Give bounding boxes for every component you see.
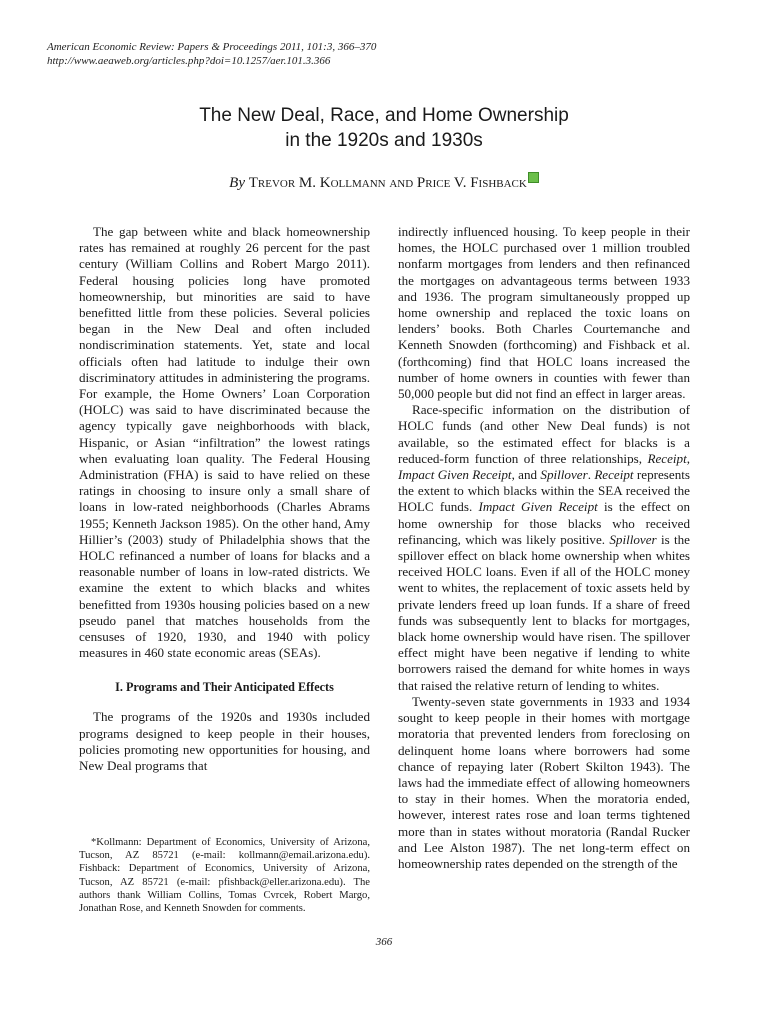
intro-paragraph: The gap between white and black homeownership rates has remained at roughly 26 percent for the past century (William Collins and Robert Margo 2011). Federal housing policies long have promoted homeownership, but minorities are said to have benefitted little from these policies. Several policies began in the New Deal and often included nondiscrimination statements. Yet, state and local officials often had latitude to indulge their own discriminatory attitudes in administering the programs. For example, the Home Owners’ Loan Corporation (HOLC) was said to have discriminated because the agency typically gave neighborhoods with black, Hispanic, or Asian “infiltration” the lowest ratings when evaluating loan quality. The Federal Housing Administration (FHA) is said to have relied on these ratings in choosing to insure only a small share of loans in low-rated neighborhoods (Charles Abrams 1955; Kenneth Jackson 1985). On the other hand, Amy Hillier’s (2003) study of Philadelphia shows that the HOLC refinanced a number of loans for blacks and a reasonable number of loans in low-rated districts. We examine the extent to which blacks and whites benefitted from 1930s housing policies based on a new pseudo panel that matches households from the censuses of 1920, 1930, and 1940 with policy measures in 460 state economic areas (SEAs). [79,224,370,661]
section-title: Programs and Their Anticipated Effects [125,680,334,695]
title-line-1: The New Deal, Race, and Home Ownership [199,105,569,126]
byline-authors: Trevor M. Kollmann and Price V. Fishback [248,175,527,191]
term-receipt: Receipt [647,450,687,466]
title-line-2: in the 1920s and 1930s [285,130,483,151]
section-paragraph: The programs of the 1920s and 1930s included programs designed to keep people in their houses, policies promoting new opportunities for housing, and New Deal programs that [79,709,370,774]
term-spillover: Spillover [540,467,588,483]
footnote-text: *Kollmann: Department of Economics, University of Arizona, Tucson, AZ 85721 (e-mail: kollmann@email.arizona.edu). Fishback: Department of Economics, University of Arizona, Tucson, AZ 85721 (e-mail: pfishback@eller.arizona.edu). The authors thank William Collins, Tomas Cvrcek, Robert Margo, Jonathan Rose, and Kenneth Snowden for comments. [79,837,370,915]
byline [0,172,768,193]
term-receipt-2: Receipt [594,467,634,483]
term-impact-given-receipt: Impact Given Receipt [398,467,512,483]
article-title [0,103,768,153]
p2-text-g: is the spillover effect on black home ownership when whites received HOLC loans. Even if all of the HOLC money went to whites, the replacement of toxic assets held by private lenders freed up loan funds. If a share of freed funds was subsequently lent to blacks for mortgages, black home ownership would have risen. The spillover effect might have been negative if lending to white borrowers raised the demand for white homes in ways that raised the relative return of lending to whites. [398,531,690,693]
page-number: 366 [375,936,393,948]
moratoria-paragraph: Twenty-seven state governments in 1933 and 1934 sought to keep people in their homes with mortgage moratoria that prevented lenders from foreclosing on delinquent home loans where borrowers had some chance of repaying later (Robert Skilton 1943). The laws had the immediate effect of allowing homeowners to stay in their homes. When the moratoria ended, however, interest rates rose and loan terms tightened more than in states without moratoria (Randal Rucker and Lee Alston 1987). The net long-term effect on homeownership rates depended on the strength of the [398,693,690,871]
left-column [79,224,370,774]
p2-text-a: Race-specific information on the distribution of HOLC funds (and other New Deal funds) is not available, so the estimated effect for blacks is a reduced-form function of three relationships, [398,402,690,466]
race-specific-paragraph [398,402,690,694]
footnote-marker-icon[interactable] [528,172,539,183]
section-number: I. [115,680,123,695]
term-impact-given-receipt-2: Impact Given Receipt [478,499,598,515]
byline-by: By [229,175,245,191]
journal-citation: American Economic Review: Papers & Proceedings 2011, 101:3, 366–370 [47,41,377,53]
p2-text-f: is the effect on home ownership for those blacks who received refinancing, which was likely positive. [398,499,690,547]
journal-header [47,40,727,68]
article-url[interactable]: http://www.aeaweb.org/articles.php?doi=10.1257/aer.101.3.366 [47,55,331,67]
p2-text-c: , and [511,467,541,483]
p2-text-e: represents the extent to which blacks within the SEA received the HOLC funds. [398,467,690,515]
section-heading [79,679,370,695]
right-column [398,224,690,872]
author-footnote [79,836,370,915]
continued-paragraph: indirectly influenced housing. To keep people in their homes, the HOLC purchased over 1 million troubled nonfarm mortgages from lenders and then refinanced the mortgages on advantageous terms between 1933 and 1936. The program simultaneously propped up home ownership and replaced the toxic loans on lenders’ books. Both Charles Courtemanche and Kenneth Snowden (forthcoming) and Fishback et al. (forthcoming) find that HOLC loans increased the number of home owners in counties with fewer than 50,000 people but did not find an effect in larger areas. [398,224,690,402]
p2-text-b: , [686,450,690,466]
term-spillover-2: Spillover [609,531,657,547]
p2-text-d: . [587,467,595,483]
